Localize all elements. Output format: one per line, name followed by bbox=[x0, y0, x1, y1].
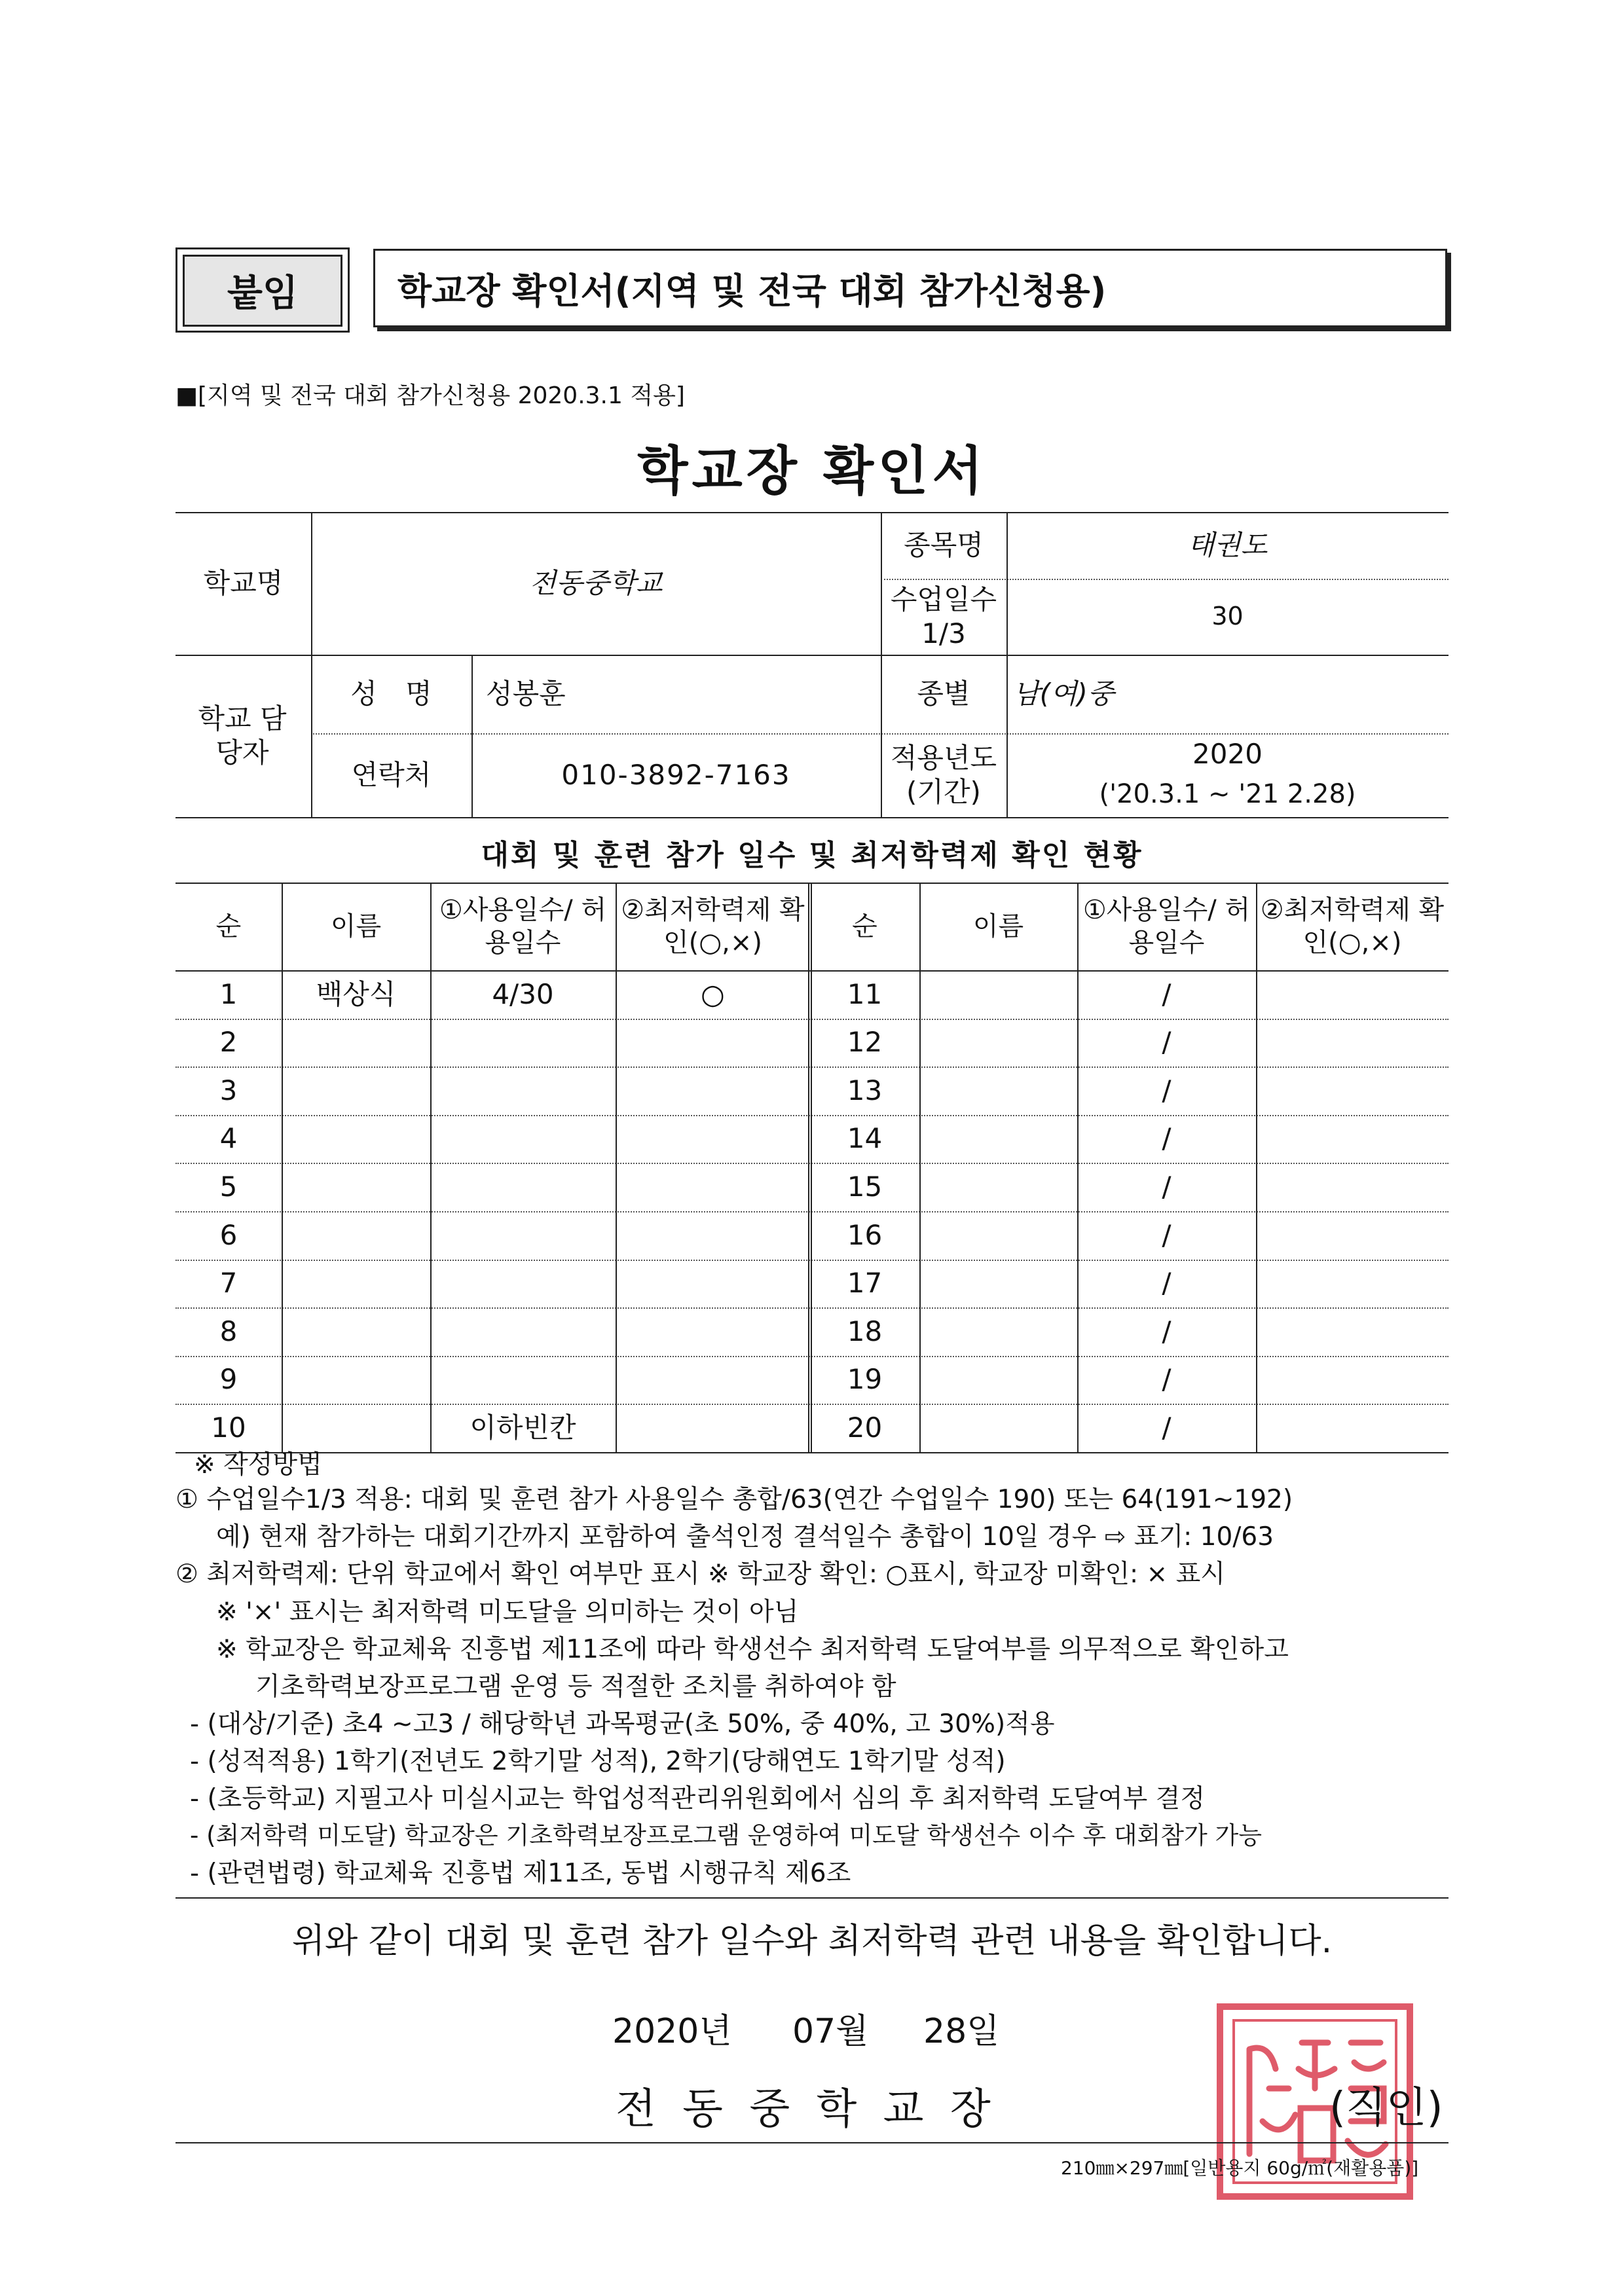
confirm-statement: 위와 같이 대회 및 훈련 참가 일수와 최저학력 관련 내용을 확인합니다. bbox=[291, 1922, 1333, 1961]
table-cell-check bbox=[1256, 970, 1449, 1019]
table-cell-days: / bbox=[1162, 1074, 1172, 1106]
note-line: - (최저학력 미도달) 학교장은 기초학력보장프로그램 운영하여 미도달 학생선수 이수 후 대회참가 가능 bbox=[190, 1821, 1263, 1850]
table-cell-name bbox=[919, 1404, 1077, 1452]
event-value: 태권도 bbox=[1187, 528, 1268, 561]
table-cell-check bbox=[616, 1356, 810, 1404]
table-cell-check bbox=[1256, 1404, 1449, 1452]
footer-spec: 210㎜×297㎜[일반용지 60g/㎡(재활용품)] bbox=[1061, 2157, 1419, 2179]
seal-label: (직인) bbox=[1329, 2084, 1443, 2132]
year-label: 적용년도 (기간) bbox=[890, 741, 997, 808]
table-cell-check bbox=[616, 1211, 810, 1260]
notes-divider bbox=[175, 1897, 1449, 1899]
table-cell-days bbox=[430, 1211, 616, 1260]
manager-label: 학교 담당자 bbox=[198, 702, 287, 769]
table-cell-days bbox=[430, 1356, 616, 1404]
table-cell-check bbox=[1256, 1019, 1449, 1067]
table-cell-days: / bbox=[1162, 1122, 1172, 1155]
table-cell-check bbox=[616, 1260, 810, 1308]
table-cell-no: 12 bbox=[847, 1026, 883, 1059]
table-cell-no: 17 bbox=[847, 1267, 883, 1300]
note-line: 예) 현재 참가하는 대회기간까지 포함하여 출석인정 결석일수 총합이 10일 경우 ⇨ 표기: 10/63 bbox=[216, 1522, 1274, 1552]
table-header-cell: ①사용일수/ 허용일수 bbox=[1082, 895, 1251, 958]
contact-value: 010-3892-7163 bbox=[561, 758, 791, 791]
table-cell-days: / bbox=[1162, 977, 1172, 1010]
table-cell-no: 5 bbox=[219, 1170, 238, 1203]
table-header-cell: ①사용일수/ 허용일수 bbox=[439, 895, 607, 958]
table-cell-name bbox=[919, 1115, 1077, 1163]
manager-name-value: 성봉훈 bbox=[486, 677, 566, 710]
table-cell-name bbox=[282, 1163, 430, 1211]
table-cell-name bbox=[282, 1211, 430, 1260]
table-cell-name bbox=[282, 1260, 430, 1308]
table-cell-days: / bbox=[1162, 1411, 1172, 1444]
table-cell-check bbox=[616, 1163, 810, 1211]
table-cell-check bbox=[616, 1307, 810, 1356]
table-cell-check bbox=[1256, 1115, 1449, 1163]
table-cell-check bbox=[1256, 1260, 1449, 1308]
table-cell-check: ○ bbox=[701, 977, 725, 1010]
table-cell-no: 7 bbox=[219, 1267, 238, 1300]
document-title: 학교장 확인서 bbox=[637, 441, 987, 501]
table-cell-name bbox=[919, 970, 1077, 1019]
table-cell-no: 2 bbox=[219, 1026, 238, 1059]
name-label: 성 명 bbox=[350, 677, 432, 710]
note-line: ① 수업일수1/3 적용: 대회 및 훈련 참가 사용일수 총합/63(연간 수업일수 190) 또는 64(191~192) bbox=[175, 1485, 1293, 1514]
table-header-cell: ②최저학력제 확인(○,×) bbox=[621, 895, 805, 958]
table-cell-check bbox=[616, 1404, 810, 1452]
principal-name: 전 동 중 학 교 장 bbox=[616, 2085, 997, 2134]
attachment-tag-label: 붙임 bbox=[183, 255, 342, 327]
table-cell-no: 11 bbox=[847, 977, 883, 1010]
school-days-value: 30 bbox=[1211, 602, 1244, 631]
year-value: 2020 bbox=[1192, 737, 1263, 770]
note-line: ② 최저학력제: 단위 학교에서 확인 여부만 표시 ※ 학교장 확인: ○표시, 학교장 미확인: × 표시 bbox=[175, 1559, 1225, 1589]
table-header-cell: 순 bbox=[852, 911, 877, 941]
table-cell-no: 10 bbox=[211, 1411, 246, 1444]
note-line: - (관련법령) 학교체육 진흥법 제11조, 동법 시행규칙 제6조 bbox=[190, 1859, 851, 1888]
table-header-cell: 이름 bbox=[330, 911, 382, 941]
table-cell-name bbox=[282, 1404, 430, 1452]
table-cell-name bbox=[919, 1066, 1077, 1115]
table-cell-days bbox=[430, 1307, 616, 1356]
table-cell-name bbox=[282, 1307, 430, 1356]
date-day: 28일 bbox=[923, 2012, 1000, 2051]
table-cell-days: / bbox=[1162, 1363, 1172, 1396]
table-cell-name bbox=[919, 1019, 1077, 1067]
date-year: 2020년 bbox=[612, 2012, 732, 2051]
table-cell-no: 3 bbox=[219, 1074, 238, 1106]
table-cell-days bbox=[430, 1260, 616, 1308]
note-line: - (성적적용) 1학기(전년도 2학기말 성적), 2학기(당해연도 1학기말 성적) bbox=[190, 1747, 1006, 1776]
header-title: 학교장 확인서(지역 및 전국 대회 참가신청용) bbox=[397, 270, 1107, 312]
table-cell-name bbox=[919, 1356, 1077, 1404]
table-cell-days bbox=[430, 1066, 616, 1115]
table-cell-days bbox=[430, 1163, 616, 1211]
table-header-cell: ②최저학력제 확인(○,×) bbox=[1260, 895, 1445, 958]
table-cell-check bbox=[616, 1019, 810, 1067]
table-cell-days: / bbox=[1162, 1026, 1172, 1059]
table-cell-check bbox=[1256, 1307, 1449, 1356]
table-cell-no: 16 bbox=[847, 1218, 883, 1251]
note-line: 기초학력보장프로그램 운영 등 적절한 조치를 취하여야 함 bbox=[255, 1672, 896, 1702]
table-cell-days: / bbox=[1162, 1267, 1172, 1300]
table-cell-days: 이하빈칸 bbox=[470, 1411, 576, 1444]
table-header-cell: 순 bbox=[215, 911, 242, 941]
table-cell-no: 18 bbox=[847, 1315, 883, 1347]
table-cell-name bbox=[282, 1019, 430, 1067]
table-cell-no: 9 bbox=[219, 1363, 238, 1396]
table-cell-name bbox=[282, 1115, 430, 1163]
table-cell-name bbox=[282, 1066, 430, 1115]
table-cell-name bbox=[919, 1211, 1077, 1260]
school-name-value: 전동중학교 bbox=[529, 566, 663, 599]
gender-value: 남(여)중 bbox=[1013, 677, 1115, 710]
table-cell-days bbox=[430, 1019, 616, 1067]
table-cell-name: 백상식 bbox=[316, 977, 396, 1010]
table-cell-name bbox=[282, 1356, 430, 1404]
table-cell-days: 4/30 bbox=[492, 977, 554, 1010]
gender-label: 종별 bbox=[917, 677, 970, 710]
table-cell-no: 20 bbox=[847, 1411, 883, 1444]
table-cell-check bbox=[1256, 1211, 1449, 1260]
table-cell-check bbox=[616, 1066, 810, 1115]
event-label: 종목명 bbox=[904, 528, 984, 561]
table-cell-days: / bbox=[1162, 1218, 1172, 1251]
contact-label: 연락처 bbox=[351, 758, 432, 791]
table-cell-check bbox=[1256, 1163, 1449, 1211]
table-cell-check bbox=[1256, 1066, 1449, 1115]
table-cell-no: 4 bbox=[219, 1122, 238, 1155]
note-line: ※ '×' 표시는 최저학력 미도달을 의미하는 것이 아님 bbox=[216, 1597, 799, 1627]
note-line: ※ 학교장은 학교체육 진흥법 제11조에 따라 학생선수 최저학력 도달여부를 의무적으로 확인하고 bbox=[216, 1635, 1289, 1664]
table-cell-name bbox=[919, 1307, 1077, 1356]
table-header-cell: 이름 bbox=[972, 911, 1024, 941]
table-cell-no: 8 bbox=[219, 1315, 238, 1347]
table-cell-no: 15 bbox=[847, 1170, 883, 1203]
school-name-label: 학교명 bbox=[203, 566, 284, 599]
table-cell-check bbox=[616, 1115, 810, 1163]
note-line: - (초등학교) 지필고사 미실시교는 학업성적관리위원회에서 심의 후 최저학력 도달여부 결정 bbox=[190, 1784, 1206, 1813]
table-cell-no: 6 bbox=[219, 1218, 238, 1251]
table-cell-no: 1 bbox=[219, 977, 238, 1010]
table-cell-check bbox=[1256, 1356, 1449, 1404]
period-value: ('20.3.1 ~ '21 2.28) bbox=[1099, 779, 1356, 809]
note-line: - (대상/기준) 초4 ~고3 / 해당학년 과목평균(초 50%, 중 40%, 고 30%)적용 bbox=[190, 1709, 1055, 1739]
table-cell-days bbox=[430, 1115, 616, 1163]
footer-divider bbox=[175, 2142, 1449, 2143]
table-cell-no: 13 bbox=[847, 1074, 883, 1106]
date-month: 07월 bbox=[792, 2012, 869, 2051]
table-cell-days: / bbox=[1162, 1315, 1172, 1347]
section-title: 대회 및 훈련 참가 일수 및 최저학력제 확인 현황 bbox=[481, 839, 1143, 872]
table-cell-days: / bbox=[1162, 1170, 1172, 1203]
notes-heading: ※ 작성방법 bbox=[194, 1450, 322, 1480]
school-days-label: 수업일수 1/3 bbox=[890, 583, 997, 649]
table-cell-name bbox=[919, 1260, 1077, 1308]
form-caption: ■[지역 및 전국 대회 참가신청용 2020.3.1 적용] bbox=[175, 382, 685, 409]
table-cell-no: 19 bbox=[847, 1363, 883, 1396]
table-cell-no: 14 bbox=[847, 1122, 883, 1155]
table-rule-bottom bbox=[175, 1452, 1449, 1453]
table-cell-name bbox=[919, 1163, 1077, 1211]
